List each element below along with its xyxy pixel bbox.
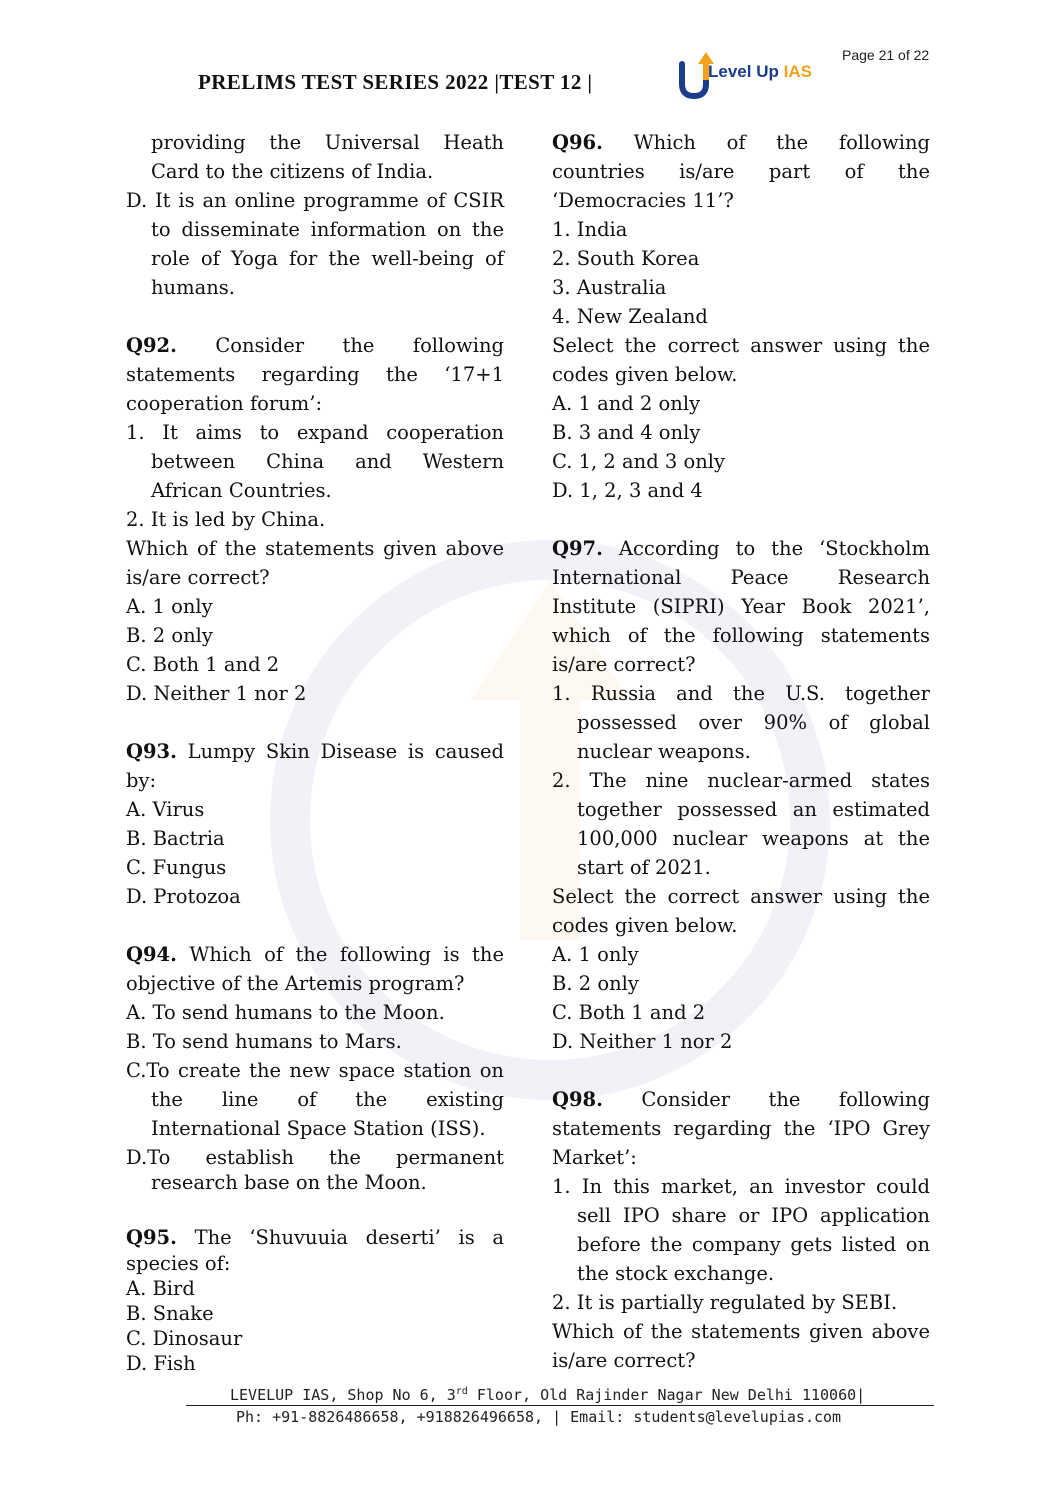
question-text: statements regarding the ‘IPO Grey [552, 1117, 930, 1140]
option-a: A. To send humans to the Moon. [126, 1001, 445, 1024]
question-q96: Q96. Which of the following [552, 131, 930, 154]
question-text: providing the Universal Heath [151, 131, 504, 154]
question-text: Card to the citizens of India. [151, 160, 434, 183]
statement-1: 1. In this market, an investor could [552, 1175, 930, 1198]
list-item: 4. New Zealand [552, 305, 708, 328]
option-d: D. Protozoa [126, 885, 241, 908]
question-stem: is/are correct? [126, 566, 270, 589]
question-q95: Q95. The ‘Shuvuuia deserti’ is a [126, 1226, 504, 1249]
option-d: humans. [151, 276, 235, 299]
statement-2: 2. The nine nuclear-armed states [552, 769, 930, 792]
statement-2: start of 2021. [577, 856, 711, 879]
list-item: 2. South Korea [552, 247, 700, 270]
question-text: species of: [126, 1252, 231, 1275]
statement-1: 1. Russia and the U.S. together [552, 682, 930, 705]
question-q97: Q97. According to the ‘Stockholm [552, 537, 930, 560]
list-item: 1. India [552, 218, 628, 241]
option-b: B. 3 and 4 only [552, 421, 701, 444]
statement-2: 2. It is partially regulated by SEBI. [552, 1291, 898, 1314]
question-text: countries is/are part of the [552, 160, 930, 183]
option-d: D. Neither 1 nor 2 [126, 682, 307, 705]
option-a: A. 1 only [126, 595, 213, 618]
question-stem: Select the correct answer using the [552, 885, 930, 908]
question-stem: codes given below. [552, 363, 738, 386]
option-c: C. Fungus [126, 856, 227, 879]
question-text: by: [126, 769, 157, 792]
option-b: B. 2 only [126, 624, 213, 647]
option-c: C. Dinosaur [126, 1327, 243, 1350]
question-stem: Which of the statements given above [126, 537, 504, 560]
question-text: cooperation forum’: [126, 392, 323, 415]
option-a: A. 1 and 2 only [552, 392, 701, 415]
question-text: International Peace Research [552, 566, 930, 589]
option-d: D. It is an online programme of CSIR [126, 189, 504, 212]
question-q94: Q94. Which of the following is the [126, 943, 504, 966]
list-item: 3. Australia [552, 276, 667, 299]
question-text: ‘Democracies 11’? [552, 189, 734, 212]
question-text: which of the following statements [552, 624, 930, 647]
statement-1: nuclear weapons. [577, 740, 751, 763]
question-stem: Which of the statements given above [552, 1320, 930, 1343]
statement-1: the stock exchange. [577, 1262, 775, 1285]
option-d: research base on the Moon. [151, 1171, 427, 1194]
option-d: role of Yoga for the well-being of [151, 247, 504, 270]
option-d: D. Neither 1 nor 2 [552, 1030, 733, 1053]
question-text: statements regarding the ‘17+1 [126, 363, 504, 386]
question-text: Institute (SIPRI) Year Book 2021’, [552, 595, 930, 618]
left-column [126, 128, 504, 1376]
option-c: C. Both 1 and 2 [552, 1001, 706, 1024]
option-c: C. 1, 2 and 3 only [552, 450, 726, 473]
statement-2: together possessed an estimated [577, 798, 930, 821]
option-b: B. Snake [126, 1302, 214, 1325]
question-text: objective of the Artemis program? [126, 972, 465, 995]
option-c: C. Both 1 and 2 [126, 653, 280, 676]
option-d: D. Fish [126, 1352, 196, 1375]
option-b: B. 2 only [552, 972, 639, 995]
footer-divider [186, 1405, 934, 1406]
question-stem: Select the correct answer using the [552, 334, 930, 357]
statement-2: 100,000 nuclear weapons at the [577, 827, 930, 850]
option-d: D. 1, 2, 3 and 4 [552, 479, 703, 502]
question-stem: is/are correct? [552, 1349, 696, 1372]
footer-contact: Ph: +91-8826486658, +918826496658, | Email: students@levelupias.com [236, 1408, 842, 1426]
question-q93: Q93. Lumpy Skin Disease is caused [126, 740, 504, 763]
page-title: PRELIMS TEST SERIES 2022 |TEST 12 | [198, 70, 593, 94]
option-d: to disseminate information on the [151, 218, 504, 241]
option-a: A. Virus [126, 798, 205, 821]
question-q98: Q98. Consider the following [552, 1088, 930, 1111]
question-text: Market’: [552, 1146, 637, 1169]
option-c: C.To create the new space station on [126, 1059, 504, 1082]
right-column [552, 128, 930, 1375]
option-a: A. 1 only [552, 943, 639, 966]
option-c: the line of the existing [151, 1088, 504, 1111]
footer-address: LEVELUP IAS, Shop No 6, 3rd Floor, Old Rajinder Nagar New Delhi 110060| [230, 1386, 866, 1404]
statement-1: before the company gets listed on [577, 1233, 930, 1256]
option-c: International Space Station (ISS). [151, 1117, 486, 1140]
question-text: is/are correct? [552, 653, 696, 676]
page-number: Page 21 of 22 [842, 47, 930, 63]
page-footer [186, 1386, 934, 1426]
option-b: B. Bactria [126, 827, 225, 850]
option-a: A. Bird [126, 1277, 195, 1300]
statement-1: African Countries. [151, 479, 332, 502]
question-stem: codes given below. [552, 914, 738, 937]
question-q92: Q92. Consider the following [126, 334, 504, 357]
statement-2: 2. It is led by China. [126, 508, 326, 531]
option-b: B. To send humans to Mars. [126, 1030, 402, 1053]
statement-1: sell IPO share or IPO application [577, 1204, 930, 1227]
option-d: D.To establish the permanent [126, 1146, 504, 1169]
logo-text: Level Up IAS [708, 62, 812, 81]
statement-1: possessed over 90% of global [577, 711, 930, 734]
statement-1: between China and Western [151, 450, 504, 473]
statement-1: 1. It aims to expand cooperation [126, 421, 504, 444]
